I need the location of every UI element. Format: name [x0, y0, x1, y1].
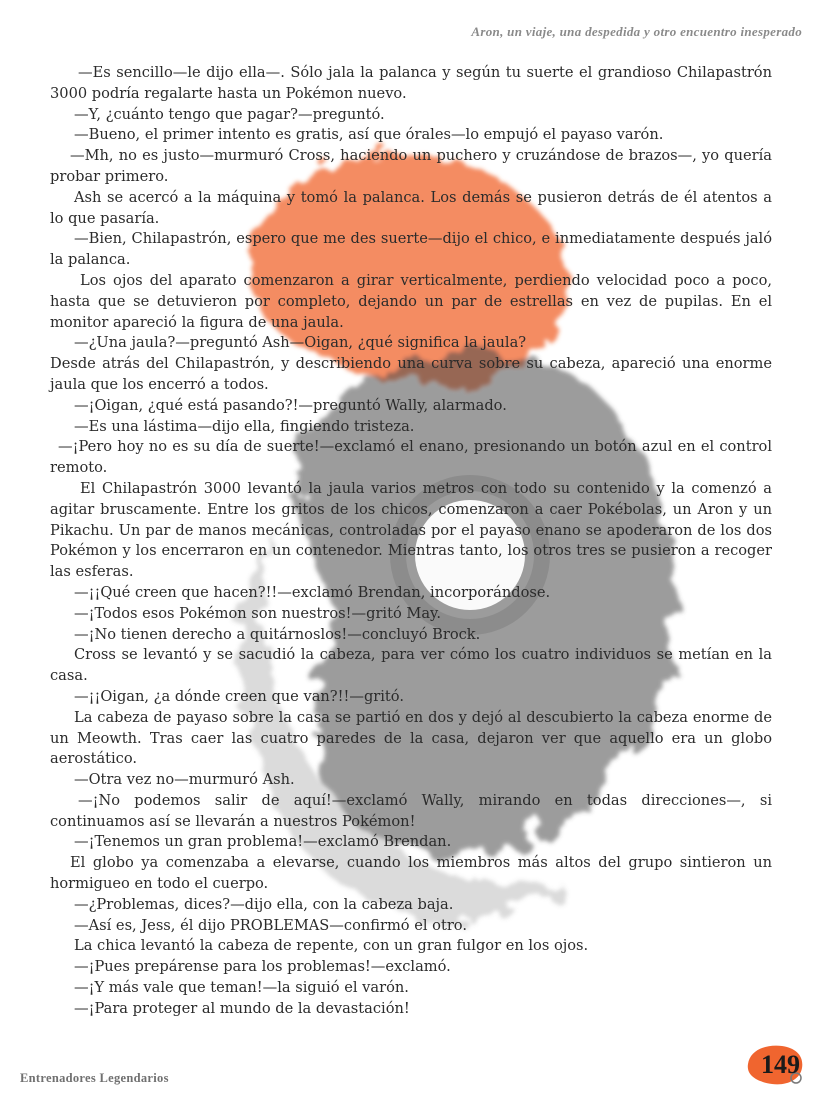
- paragraph: Ash se acercó a la máquina y tomó la palanca. Los demás se pusieron detrás de él atentos a lo que pasaría.: [50, 188, 772, 227]
- paragraph: —¿Problemas, dices?—dijo ella, con la cabeza baja.: [74, 895, 454, 913]
- paragraph: —¡No podemos salir de aquí!—exclamó Wally, mirando en todas direcciones—, si continuamos así se llevarán a nuestros Pokémon!: [50, 791, 772, 830]
- paragraph: —Mh, no es justo—murmuró Cross, haciendo un puchero y cruzándose de brazos—, yo quería probar primero.: [50, 147, 772, 185]
- paragraph: —¡Para proteger al mundo de la devastación!: [74, 999, 410, 1017]
- paragraph: —Es una lástima—dijo ella, fingiendo tristeza.: [74, 417, 415, 435]
- paragraph: —Y, ¿cuánto tengo que pagar?—preguntó.: [74, 105, 385, 123]
- paragraph: —Es sencillo—le dijo ella—. Sólo jala la palanca y según tu suerte el grandioso Chilapastrón 3000 podría regalarte hasta un Pokémon nuevo.: [50, 64, 772, 102]
- paragraph: —¡¡Qué creen que hacen?!!—exclamó Brendan, incorporándose.: [74, 583, 551, 601]
- paragraph: Los ojos del aparato comenzaron a girar verticalmente, perdiendo velocidad poco a poco, hasta que se detuvieron por completo, dejando un par de estrellas en vez de pupilas. En el monitor apareció la figura de una jaula.: [50, 271, 772, 331]
- paragraph: —¡Pues prepárense para los problemas!—exclamó.: [74, 958, 451, 976]
- paragraph: —¡¡Oigan, ¿a dónde creen que van?!!—gritó.: [74, 687, 404, 705]
- page-number: 149: [761, 1050, 800, 1079]
- paragraph: —Otra vez no—murmuró Ash.: [74, 771, 295, 789]
- paragraph: El Chilapastrón 3000 levantó la jaula varios metros con todo su contenido y la comenzó a agitar bruscamente. Entre los gritos de los chicos, comenzaron a caer Pokébolas, un Aron y un Pikachu. Un par de manos mecánicas, controladas por el payaso enano se apoderaron de los dos Pokémon y los encerraron en un contenedor. Mientras tanto, los otros tres se pusieron a recoger las esferas.: [50, 479, 772, 581]
- page-number-badge: [746, 1042, 804, 1086]
- paragraph: —¡Tenemos un gran problema!—exclamó Brendan.: [74, 833, 452, 851]
- book-title: Entrenadores Legendarios: [20, 1071, 169, 1085]
- paragraph: —¡No tienen derecho a quitárnoslos!—concluyó Brock.: [74, 625, 481, 643]
- paragraph: Cross se levantó y se sacudió la cabeza, para ver cómo los cuatro individuos se metían en la casa.: [50, 646, 772, 685]
- paragraph: —Bien, Chilapastrón, espero que me des suerte—dijo el chico, e inmediatamente después jaló la palanca.: [50, 230, 772, 269]
- paragraph: —Así es, Jess, él dijo PROBLEMAS—confirmó el otro.: [74, 916, 467, 934]
- paragraph: —¡Todos esos Pokémon son nuestros!—gritó May.: [74, 604, 441, 622]
- paragraph: —¡Y más vale que teman!—la siguió el varón.: [74, 979, 409, 997]
- paragraph: —¡Oigan, ¿qué está pasando?!—preguntó Wally, alarmado.: [74, 396, 507, 414]
- body-text: [50, 63, 772, 1020]
- paragraph: La cabeza de payaso sobre la casa se partió en dos y dejó al descubierto la cabeza enorme de un Meowth. Tras caer las cuatro paredes de la casa, dejaron ver que aquello era un globo aerostático.: [50, 708, 772, 768]
- paragraph: —¡Pero hoy no es su día de suerte!—exclamó el enano, presionando un botón azul en el control remoto.: [50, 438, 772, 477]
- paragraph: El globo ya comenzaba a elevarse, cuando los miembros más altos del grupo sintieron un hormigueo en todo el cuerpo.: [50, 854, 772, 893]
- paragraph: —Bueno, el primer intento es gratis, así que órales—lo empujó el payaso varón.: [74, 126, 664, 144]
- paragraph: —¿Una jaula?—preguntó Ash—Oigan, ¿qué significa la jaula?: [74, 334, 527, 352]
- paragraph: Desde atrás del Chilapastrón, y describiendo una curva sobre su cabeza, apareció una enorme jaula que los encerró a todos.: [50, 355, 772, 393]
- running-head: Aron, un viaje, una despedida y otro encuentro inesperado: [471, 24, 802, 39]
- paragraph: La chica levantó la cabeza de repente, con un gran fulgor en los ojos.: [74, 937, 589, 955]
